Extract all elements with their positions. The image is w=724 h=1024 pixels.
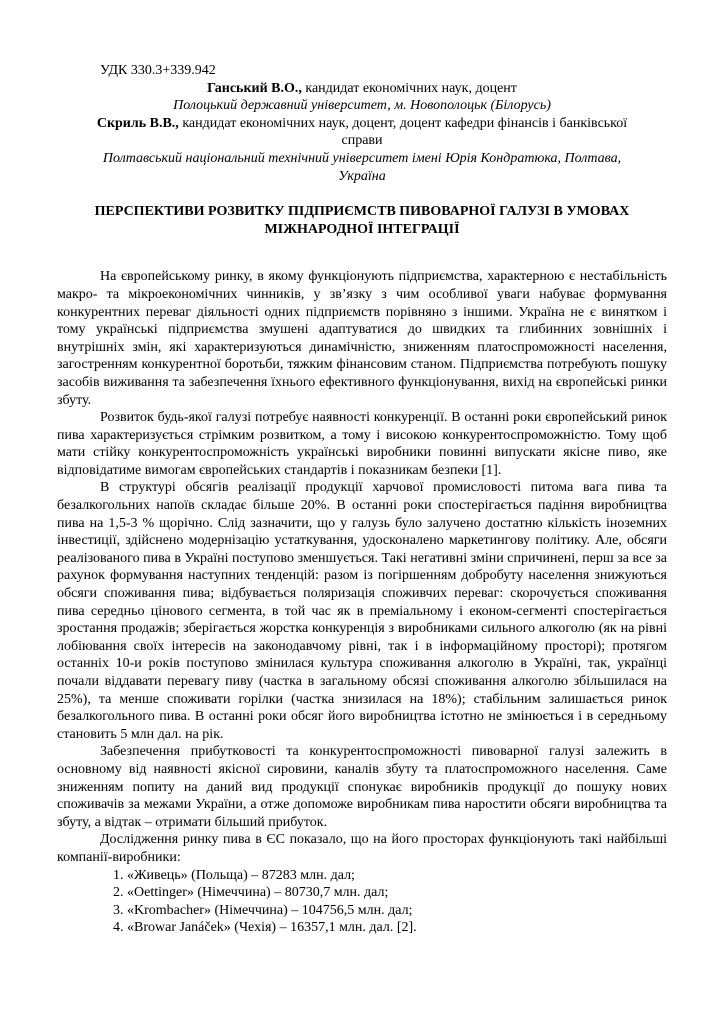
author-line-2: [57, 115, 667, 150]
list-item-2: 2. «Oettinger» (Німеччина) – 80730,7 млн. дал;: [113, 885, 389, 901]
body-paragraph-4: Забезпечення прибутковості та конкурентоспроможності пивоварної галузі залежить в основному від наявності якісної сировини, каналів збуту та платоспроможного населення. Саме зниженням попиту на даний вид продукції спонукає виробників продукції до пошуку нових споживачів за межами України, а отже допоможе виробникам пива наростити обсяги виробництва та збуту, а відтак – отримати більший прибуток.: [57, 744, 667, 830]
author-line-1: [57, 80, 667, 98]
producers-list: [57, 867, 667, 937]
body-paragraph-2: Розвиток будь-якої галузі потребує наявності конкуренції. В останні роки європейський ринок пива характеризується стрімким розвитком, а тому і високою конкурентоспроможністю. Тому щоб мати стійку конкурентоспроможність українські виробники повинні випускати якісне пиво, яке відповідатиме вимогам європейських стандартів і показникам безпеки [1].: [57, 410, 667, 478]
author-name-2: Скриль В.В.,: [96, 115, 179, 131]
author-affiliation-1: Полоцький державний університет, м. Новополоцьк (Білорусь): [173, 98, 551, 114]
author-name-1: Ганський В.О.,: [207, 80, 302, 96]
list-item-4: 4. «Browar Janáček» (Чехія) – 16357,1 млн. дал. [2].: [113, 920, 417, 936]
udc-code: УДК 330.3+339.942: [100, 63, 216, 78]
body-paragraph-5: Дослідження ринку пива в ЄС показало, що на його просторах функціонують такі найбільші компанії-виробники:: [57, 832, 667, 865]
body-paragraph-3: В структурі обсягів реалізації продукції харчової промисловості питома вага пива та безалкогольних напоїв складає більше 20%. В останні роки спостерігається падіння виробництва пива на 1,5-3 % щорічно. Слід зазначити, що у галузь було залучено достатню кількість іноземних інвестиції, здійснено модернізацію устаткування, удосконалено маркетингову політику. Але, обсяги реалізованого пива в Україні поступово зменшується. Такі негативні зміни спричинені, перш за все за рахунок формування наступних тенденцій: разом із погіршенням добробуту населення знижуються обсяги споживання пива; відбувається поляризація споживчих переваг: скорочується споживання пива середньо цінового сегмента, в той час як в преміальному і економ-сегменті спостерігається зростання продажів; зберігається жорстка конкуренція з виробниками сильного алкоголю (як на рівні лобіювання своїх інтересів на законодавчому рівні, так і в інформаційному просторі); протягом останніх 10-и років поступово змінилася культура споживання алкоголю в Україні, так, українці почали віддавати перевагу пиву (частка в загальному обсязі споживання алкоголю збільшилася на 25%), та менше споживати горілки (частка знизилася на 18%); стабільним залишається ринок безалкогольного пива. В останні роки обсяг його виробництва істотно не змінюється і в середньому становить 5 млн дал. на рік.: [57, 480, 667, 742]
list-item-3: 3. «Krombacher» (Німеччина) – 104756,5 млн. дал;: [113, 902, 413, 918]
author-degree-2: кандидат економічних наук, доцент, доцент кафедри фінансів і банківської справи: [182, 115, 628, 149]
author-degree-1: кандидат економічних наук, доцент: [305, 80, 517, 96]
body-paragraph-1: На європейському ринку, в якому функціонують підприємства, характерною є нестабільність макро- та мікроекономічних чинників, у зв’язку з чим особливої уваги набуває формування конкурентних переваг діяльності одних підприємств порівняно з іншими. Україна не є винятком і тому українські підприємства змушені адаптуватися до швидких та глибинних зовнішніх і внутрішніх змін, які характеризуються динамічністю, зниженням платоспроможності населення, загостренням конкурентної боротьби, тяжким фінансовим станом. Підприємства потребують пошуку засобів виживання та забезпечення їхнього ефективного функціонування, вихід на європейські ринки збуту.: [57, 269, 667, 408]
article-title: ПЕРСПЕКТИВИ РОЗВИТКУ ПІДПРИЄМСТВ ПИВОВАРНОЇ ГАЛУЗІ В УМОВАХ МІЖНАРОДНОЇ ІНТЕГРАЦІЇ: [94, 204, 630, 237]
list-item-1: 1. «Живець» (Польща) – 87283 млн. дал;: [113, 867, 355, 883]
author-block: [57, 80, 667, 186]
author-affiliation-2: Полтавський національний технічний університет імені Юрія Кондратюка, Полтава, Україна: [102, 150, 622, 184]
